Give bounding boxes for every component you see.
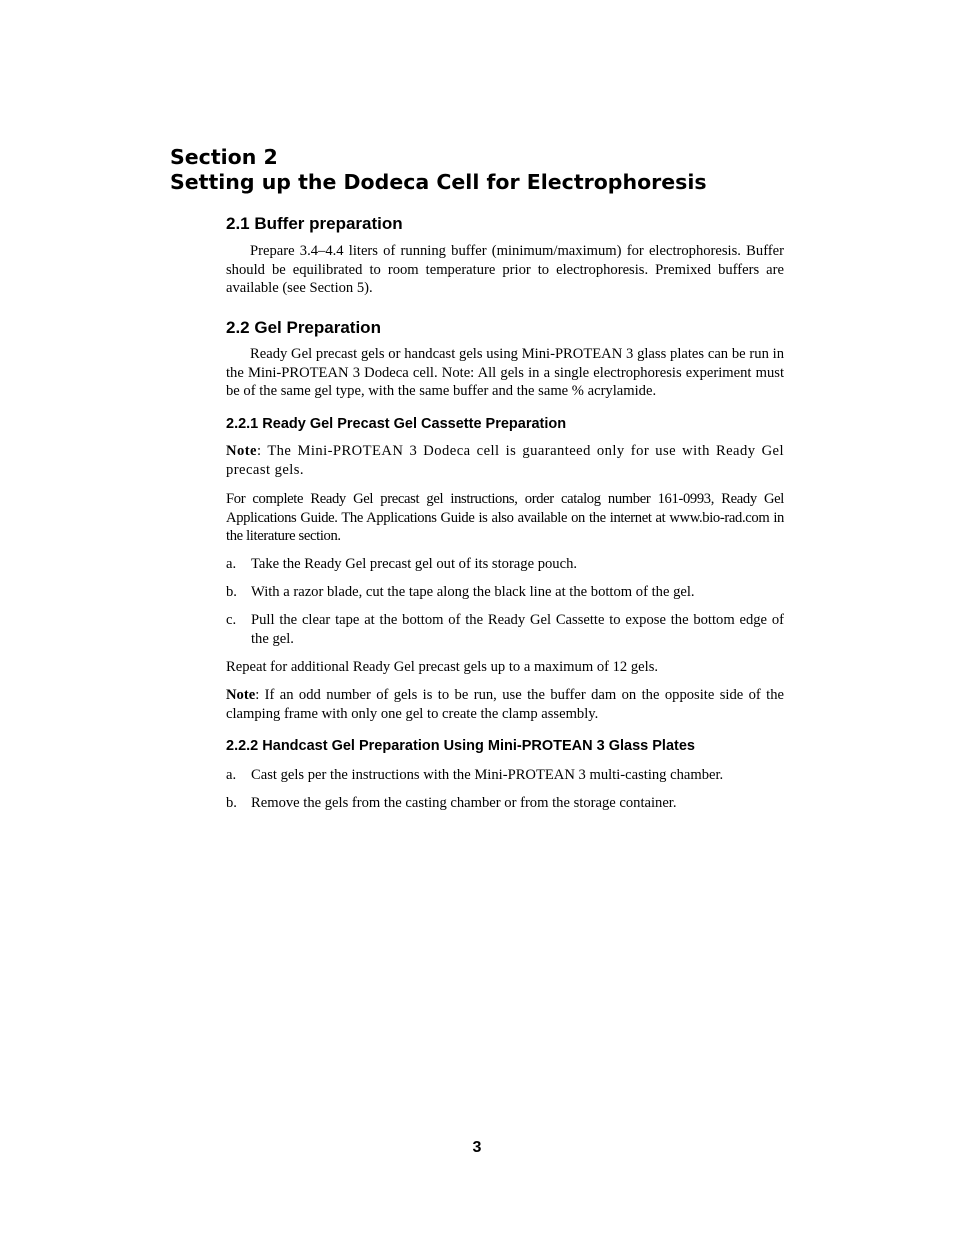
section-title <box>170 145 870 195</box>
note-label: Note <box>226 687 256 703</box>
section-number: Section 2 <box>170 145 278 169</box>
list-item-text: With a razor blade, cut the tape along the black line at the bottom of the gel. <box>251 584 695 600</box>
list-item-text: Remove the gels from the casting chamber or from the storage container. <box>251 795 677 811</box>
note-paragraph-2 <box>226 686 784 723</box>
para-2-2-1: For complete Ready Gel precast gel instructions, order catalog number 161-0993, Ready Gel Applications Guide. The Applications Guide is also available on the internet at www.bio-rad.com in the literature section. <box>226 491 784 544</box>
list-item <box>226 611 784 648</box>
para-2-2: Ready Gel precast gels or handcast gels using Mini-PROTEAN 3 glass plates can be run in the Mini-PROTEAN 3 Dodeca cell. Note: All gels in a single electrophoresis experiment must be of the same gel type, with the same buffer and the same % acrylamide. <box>226 346 784 399</box>
heading-2-2-1: 2.2.1 Ready Gel Precast Gel Cassette Preparation <box>226 416 567 432</box>
list-item-label: b. <box>226 795 237 811</box>
heading-2-2-2: 2.2.2 Handcast Gel Preparation Using Mini-PROTEAN 3 Glass Plates <box>226 738 695 754</box>
note-text: : The Mini-PROTEAN 3 Dodeca cell is guaranteed only for use with Ready Gel precast gels. <box>226 443 784 478</box>
repeat-paragraph: Repeat for additional Ready Gel precast gels up to a maximum of 12 gels. <box>226 659 659 675</box>
heading-2-1: 2.1 Buffer preparation <box>226 214 403 233</box>
note-label: Note <box>226 443 257 459</box>
list-item-label: a. <box>226 767 237 783</box>
section-name: Setting up the Dodeca Cell for Electrophoresis <box>170 170 707 194</box>
page-number: 3 <box>472 1139 482 1156</box>
list-item-text: Cast gels per the instructions with the Mini-PROTEAN 3 multi-casting chamber. <box>251 767 724 783</box>
list-item-label: b. <box>226 584 237 600</box>
list-item-label: c. <box>226 612 237 628</box>
list-item <box>226 766 784 785</box>
list-item <box>226 555 784 574</box>
para-2-1: Prepare 3.4–4.4 liters of running buffer (minimum/maximum) for electrophoresis. Buffer should be equilibrated to room temperature prior to electrophoresis. Premixed buffers are available (see Section 5). <box>226 243 784 296</box>
list-item <box>226 794 784 813</box>
list-item-text: Pull the clear tape at the bottom of the Ready Gel Cassette to expose the bottom edge of the gel. <box>251 612 784 647</box>
list-item-text: Take the Ready Gel precast gel out of its storage pouch. <box>251 556 578 572</box>
heading-2-2: 2.2 Gel Preparation <box>226 318 381 337</box>
note-paragraph-1 <box>226 442 784 479</box>
list-item <box>226 583 784 602</box>
note-text: : If an odd number of gels is to be run, use the buffer dam on the opposite side of the clamping frame with only one gel to create the clamp assembly. <box>226 687 784 722</box>
list-item-label: a. <box>226 556 237 572</box>
